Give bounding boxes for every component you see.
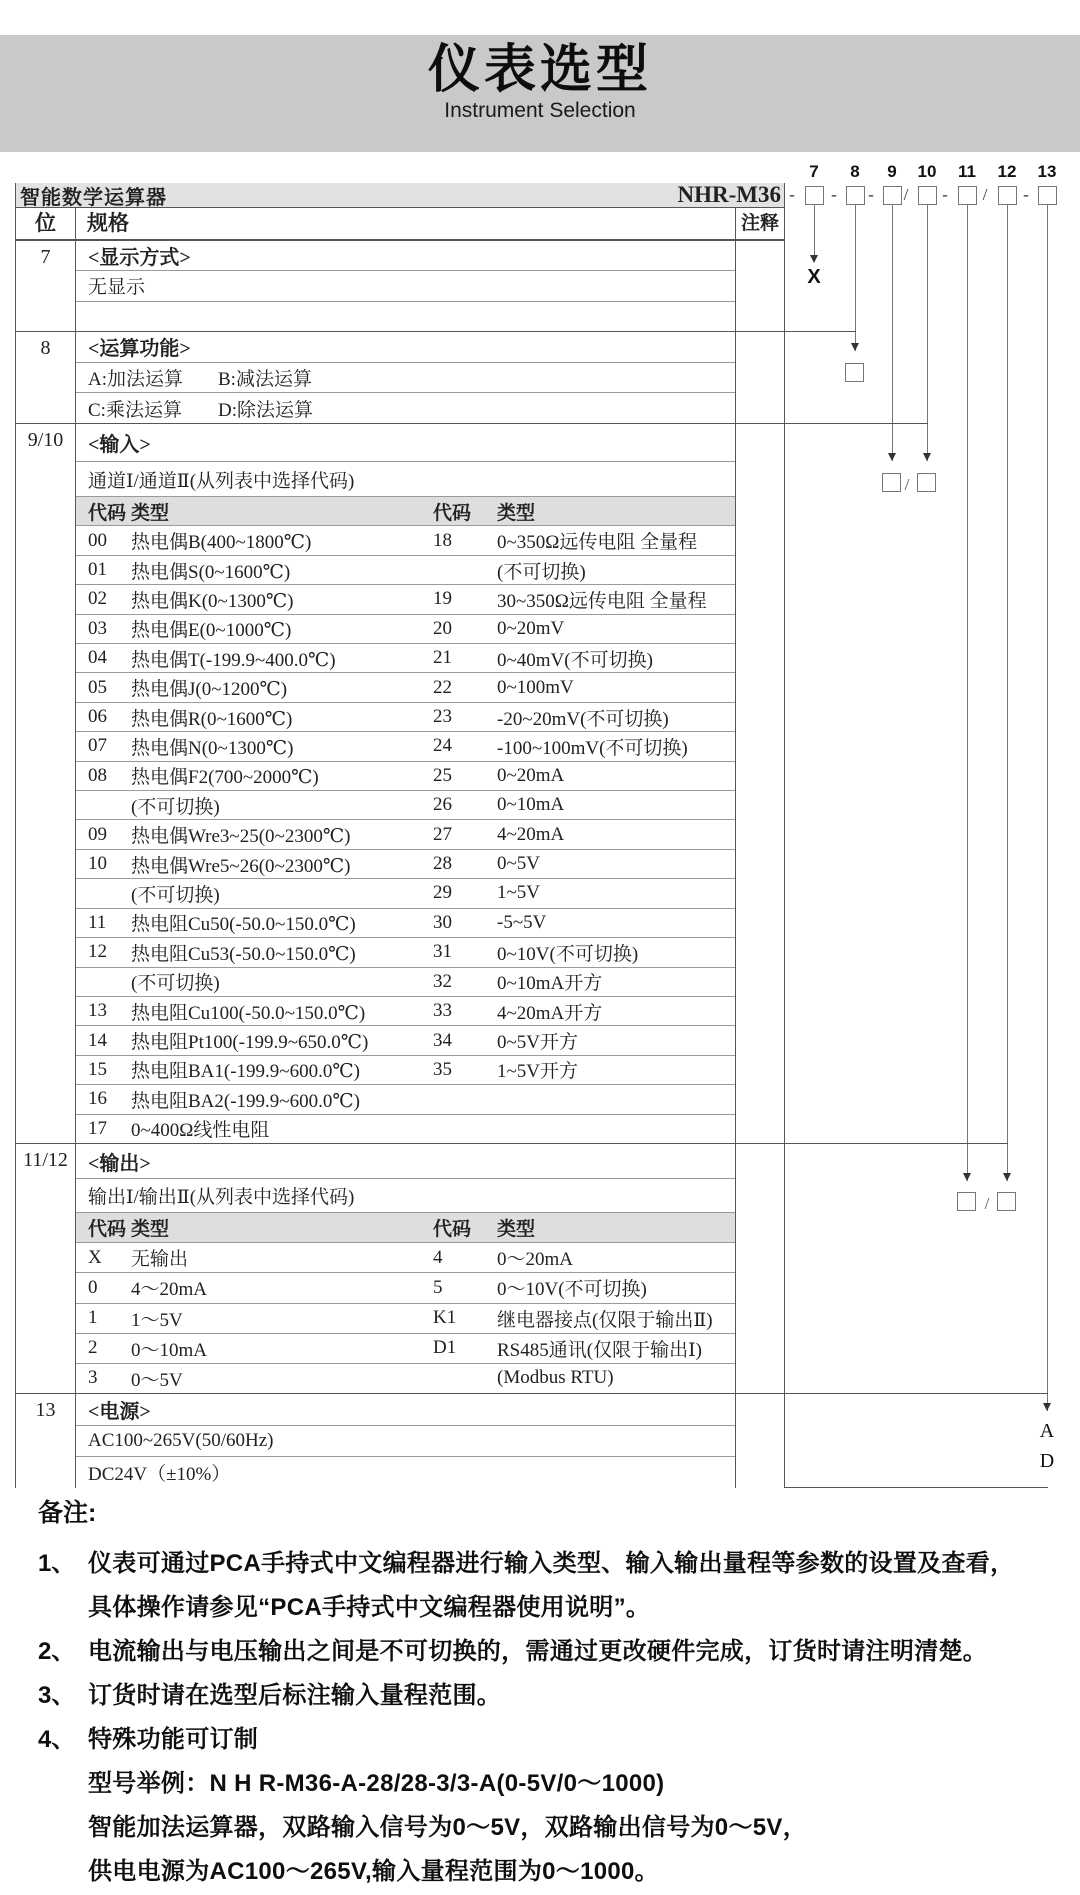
type-cell: 热电偶Wre5~26(0~2300℃) [131,855,351,877]
type-cell: 热电阻Cu50(-50.0~150.0℃) [131,914,356,936]
code-cell: 07 [88,735,107,757]
input-code-row [76,938,735,967]
code-box-11 [958,186,977,205]
code-cell: 15 [88,1058,107,1080]
code-cell: 22 [433,676,452,698]
note-text: 供电电源为AC100～265V,输入量程范围为0～1000。 [88,1857,659,1885]
divider-extension [784,423,928,424]
code-cell: 34 [433,1029,452,1051]
code-box-8 [846,186,865,205]
arrow-down-icon [923,453,931,461]
divider-extension [784,1143,1008,1144]
pos10-code-placeholder [917,473,936,492]
spec-row: DC24V（±10%） [88,1464,231,1486]
type-cell: 热电偶B(400~1800℃) [131,532,312,554]
code-cell: 29 [433,882,452,904]
section-subtitle: 通道Ⅰ/通道Ⅱ(从列表中选择代码) [76,462,735,497]
code-cell: 5 [433,1276,443,1298]
arrow-down-icon [963,1173,971,1181]
code-box-10 [918,186,937,205]
separator-glyph: - [868,185,874,204]
type-cell: 0~20mA [497,764,565,786]
separator-glyph: - [789,185,795,204]
page-header-band [0,35,1080,152]
type-cell: 热电偶R(0~1600℃) [131,708,293,730]
type-cell: 0~10mA开方 [497,973,603,995]
power-code-dc: D [1039,1450,1055,1472]
type-cell: (不可切换) [131,973,220,995]
divider-extension [784,1487,1048,1488]
code-cell: 04 [88,647,107,669]
code-box-9 [883,186,902,205]
input-code-row [76,1026,735,1055]
separator-glyph: - [1023,185,1029,204]
note-line [38,1714,1058,1758]
type-cell: 0～20mA [497,1249,574,1271]
input-code-row [76,615,735,644]
type-cell: (不可切换) [131,884,220,906]
output-code-row [76,1243,735,1273]
code-col-header: 代码 [433,1219,472,1241]
code-box-12 [998,186,1017,205]
drop-line-10 [927,205,928,461]
type-cell: 0~350Ω远传电阻 全量程 [497,532,698,554]
note-text: 特殊功能可订制 [88,1725,259,1753]
note-cell [735,424,784,1143]
drop-line-9 [892,205,893,461]
code-cell: 30 [433,911,452,933]
code-cell: D1 [433,1337,457,1359]
type-col-header: 类型 [131,502,170,524]
section-power [16,1393,784,1488]
input-code-row [76,526,735,555]
type-cell: 1~5V [497,882,541,904]
code-cell: 16 [88,1088,107,1110]
type-cell: 热电偶S(0~1600℃) [131,561,291,583]
note-text: 具体操作请参见“PCA手持式中文编程器使用说明”。 [88,1593,651,1621]
output-code-row [76,1304,735,1334]
code-table-header [76,1213,735,1243]
spec-row [76,363,735,394]
input-code-row [76,1085,735,1114]
code-cell: 27 [433,823,452,845]
code-cell: 11 [88,911,107,933]
notes [38,1496,1058,1890]
type-cell: 0~10V(不可切换) [497,943,639,965]
note-text: 订货时请在选型后标注输入量程范围。 [88,1681,502,1709]
divider-extension [784,1393,1048,1394]
code-cell: 0 [88,1276,98,1298]
code-cell: 09 [88,823,107,845]
code-col-header: 代码 [433,502,472,524]
type-cell: -100~100mV(不可切换) [497,737,688,759]
digit-label: 9 [887,162,897,181]
type-cell: 热电阻BA1(-199.9~600.0℃) [131,1061,360,1083]
spec-row: 无显示 [76,271,735,301]
type-cell: -5~5V [497,911,547,933]
code-cell: 35 [433,1058,452,1080]
section-function [16,331,784,423]
code-cell: 24 [433,735,452,757]
col-header-spec: 规格 [87,211,129,235]
code-cell: 20 [433,617,452,639]
type-cell: 1～5V [131,1309,183,1331]
input-code-row [76,703,735,732]
input-code-table [76,497,735,1143]
separator-glyph: - [831,185,837,204]
section-input [16,423,784,1143]
notes-title: 备注: [38,1499,97,1527]
option-b: B:减法运算 [218,369,312,390]
code-cell: 10 [88,853,107,875]
note-line [38,1538,1058,1582]
notes-list [38,1538,1058,1890]
input-code-row [76,762,735,791]
input-code-row [76,673,735,702]
divider-extension [784,331,856,332]
type-cell: 0~10mA [497,794,565,816]
code-cell: X [88,1246,102,1268]
slash-glyph: / [984,1194,990,1213]
product-name: 智能数学运算器 [20,186,167,209]
type-cell: 4~20mA [497,823,565,845]
code-box-13 [1038,186,1057,205]
type-cell: -20~20mV(不可切换) [497,708,669,730]
type-cell: (Modbus RTU) [497,1367,614,1389]
input-code-row [76,997,735,1026]
note-line [38,1670,1058,1714]
section-title: <显示方式> [76,241,735,271]
pos7-code-value: X [807,266,821,288]
type-cell: 热电阻Cu100(-50.0~150.0℃) [131,1002,366,1024]
spec-row-empty [76,302,735,331]
slash-glyph: / [904,475,910,494]
note-text: 电流输出与电压输出之间是不可切换的，需通过更改硬件完成，订货时请注明清楚。 [88,1637,988,1665]
code-cell: 33 [433,1000,452,1022]
type-col-header: 类型 [497,502,536,524]
input-code-row [76,909,735,938]
section-title: <电源> [76,1394,735,1426]
note-number: 3、 [38,1681,76,1709]
type-cell: RS485通讯(仅限于输出Ⅰ) [497,1339,702,1361]
code-cell: 31 [433,941,452,963]
type-cell: 4~20mA开方 [497,1002,603,1024]
type-cell: 热电偶F2(700~2000℃) [131,767,319,789]
type-cell: 0~400Ω线性电阻 [131,1120,270,1142]
input-code-row [76,850,735,879]
output-code-row [76,1364,735,1393]
type-cell: 热电阻Pt100(-199.9~650.0℃) [131,1032,369,1054]
separator-glyph: - [942,185,948,204]
type-cell: 1~5V开方 [497,1061,579,1083]
type-cell: 4～20mA [131,1279,208,1301]
section-subtitle: 输出Ⅰ/输出Ⅱ(从列表中选择代码) [76,1179,735,1213]
code-cell: 4 [433,1246,443,1268]
code-cell: 23 [433,706,452,728]
type-cell: 0~5V开方 [497,1032,579,1054]
input-code-row [76,791,735,820]
note-text: 智能加法运算器，双路输入信号为0～5V，双路输出信号为0～5V， [88,1813,808,1841]
spec-row: AC100~265V(50/60Hz) [76,1426,735,1458]
section-pos-label: 7 [16,241,76,331]
input-code-row [76,1115,735,1143]
type-cell: 0~20mV [497,617,565,639]
section-title: <输入> [76,424,735,462]
arrow-down-icon [810,255,818,263]
section-title: <输出> [76,1144,735,1179]
note-cell [735,332,784,423]
col-header-note: 注释 [735,208,784,239]
drop-line-13 [1047,205,1048,1411]
model-number: NHR-M36 [677,182,781,207]
arrow-down-icon [888,453,896,461]
type-cell: 0~5V [497,853,541,875]
pos12-code-placeholder [997,1192,1016,1211]
code-cell: 2 [88,1337,98,1359]
arrow-down-icon [1043,1403,1051,1411]
type-cell: (不可切换) [131,796,220,818]
output-code-row [76,1334,735,1364]
section-pos-label: 13 [16,1394,76,1488]
type-col-header: 类型 [497,1219,536,1241]
note-line [38,1802,1058,1846]
note-cell [735,1144,784,1393]
code-cell: 12 [88,941,107,963]
arrow-down-icon [1003,1173,1011,1181]
code-cell: 32 [433,970,452,992]
note-cell [735,241,784,331]
section-pos-label: 8 [16,332,76,423]
table-column-header [16,208,784,240]
type-cell: 无输出 [131,1249,189,1271]
section-pos-label: 11/12 [16,1144,76,1393]
section-pos-label: 9/10 [16,424,76,1143]
selection-table [15,183,785,1488]
separator-glyph: / [982,185,988,204]
type-cell: 30~350Ω远传电阻 全量程 [497,590,707,612]
code-cell: 17 [88,1117,107,1139]
note-line [38,1758,1058,1802]
output-code-row [76,1273,735,1303]
code-table-header [76,497,735,526]
digit-label: 10 [917,162,937,181]
drop-line-7 [814,205,815,262]
type-cell: 0～10mA [131,1339,208,1361]
code-cell: 13 [88,1000,107,1022]
input-code-row [76,968,735,997]
input-code-row [76,1056,735,1085]
code-cell: 05 [88,676,107,698]
code-cell: 02 [88,588,107,610]
code-cell: 3 [88,1367,98,1389]
section-output [16,1143,784,1393]
digit-label: 8 [850,162,860,181]
input-code-row [76,879,735,908]
note-cell [735,1394,784,1488]
code-cell: 01 [88,559,107,581]
output-code-table [76,1213,735,1393]
option-a: A:加法运算 [88,369,184,390]
option-d: D:除法运算 [218,399,314,421]
code-cell: 03 [88,617,107,639]
drop-line-8 [855,205,856,351]
code-col-header: 代码 [88,502,127,524]
input-code-row [76,556,735,585]
code-cell: 19 [433,588,452,610]
digit-label: 11 [958,162,976,181]
code-col-header: 代码 [88,1219,127,1241]
type-col-header: 类型 [131,1219,170,1241]
type-cell: 0～5V [131,1369,183,1391]
code-box-7 [805,186,824,205]
digit-label: 12 [997,162,1017,181]
type-cell: 热电偶K(0~1300℃) [131,590,294,612]
note-number: 1、 [38,1549,76,1577]
code-cell: 25 [433,764,452,786]
code-cell: 1 [88,1307,98,1329]
type-cell: 继电器接点(仅限于输出Ⅱ) [497,1309,713,1331]
note-line [38,1582,1058,1626]
digit-label: 7 [809,162,819,181]
code-cell: K1 [433,1307,457,1329]
section-title: <运算功能> [76,332,735,363]
type-cell: (不可切换) [497,561,586,583]
code-cell: 08 [88,764,107,786]
code-cell: 18 [433,529,452,551]
drop-line-11 [967,205,968,1181]
type-cell: 热电偶Wre3~25(0~2300℃) [131,826,351,848]
note-text: 型号举例：N H R-M36-A-28/28-3/3-A(0-5V/0～1000) [88,1769,665,1797]
note-number: 4、 [38,1725,76,1753]
drop-line-12 [1007,205,1008,1181]
type-cell: 热电阻BA2(-199.9~600.0℃) [131,1090,360,1112]
type-cell: 热电阻Cu53(-50.0~150.0℃) [131,943,356,965]
type-cell: 0~100mV [497,676,574,698]
separator-glyph: / [903,185,909,204]
type-cell: 热电偶N(0~1300℃) [131,737,294,759]
digit-label: 13 [1037,162,1057,181]
type-cell: 0～10V(不可切换) [497,1279,647,1301]
code-cell: 26 [433,794,452,816]
type-cell: 热电偶E(0~1000℃) [131,620,292,642]
page-subtitle: Instrument Selection [444,98,636,122]
note-line [38,1626,1058,1670]
code-cell: 00 [88,529,107,551]
code-cell: 28 [433,853,452,875]
type-cell: 0~40mV(不可切换) [497,649,653,671]
note-number: 2、 [38,1637,76,1665]
code-cell: 14 [88,1029,107,1051]
code-cell: 06 [88,706,107,728]
pos11-code-placeholder [957,1192,976,1211]
note-text: 仪表可通过PCA手持式中文编程器进行输入类型、输入输出量程等参数的设置及查看， [88,1549,1015,1577]
pos9-code-placeholder [882,473,901,492]
col-header-pos: 位 [16,208,76,239]
page-title: 仪表选型 [427,41,652,99]
input-code-row [76,644,735,673]
input-code-row [76,585,735,614]
option-c: C:乘法运算 [88,399,182,421]
pos8-code-placeholder [845,363,864,382]
input-code-row [76,820,735,849]
type-cell: 热电偶T(-199.9~400.0℃) [131,649,336,671]
section-display [16,240,784,331]
power-code-ac: A [1039,1420,1055,1442]
code-cell: 21 [433,647,452,669]
note-line [38,1846,1058,1890]
input-code-row [76,732,735,761]
arrow-down-icon [851,343,859,351]
type-cell: 热电偶J(0~1200℃) [131,679,288,701]
table-title-row [16,183,784,208]
spec-row [76,393,735,423]
